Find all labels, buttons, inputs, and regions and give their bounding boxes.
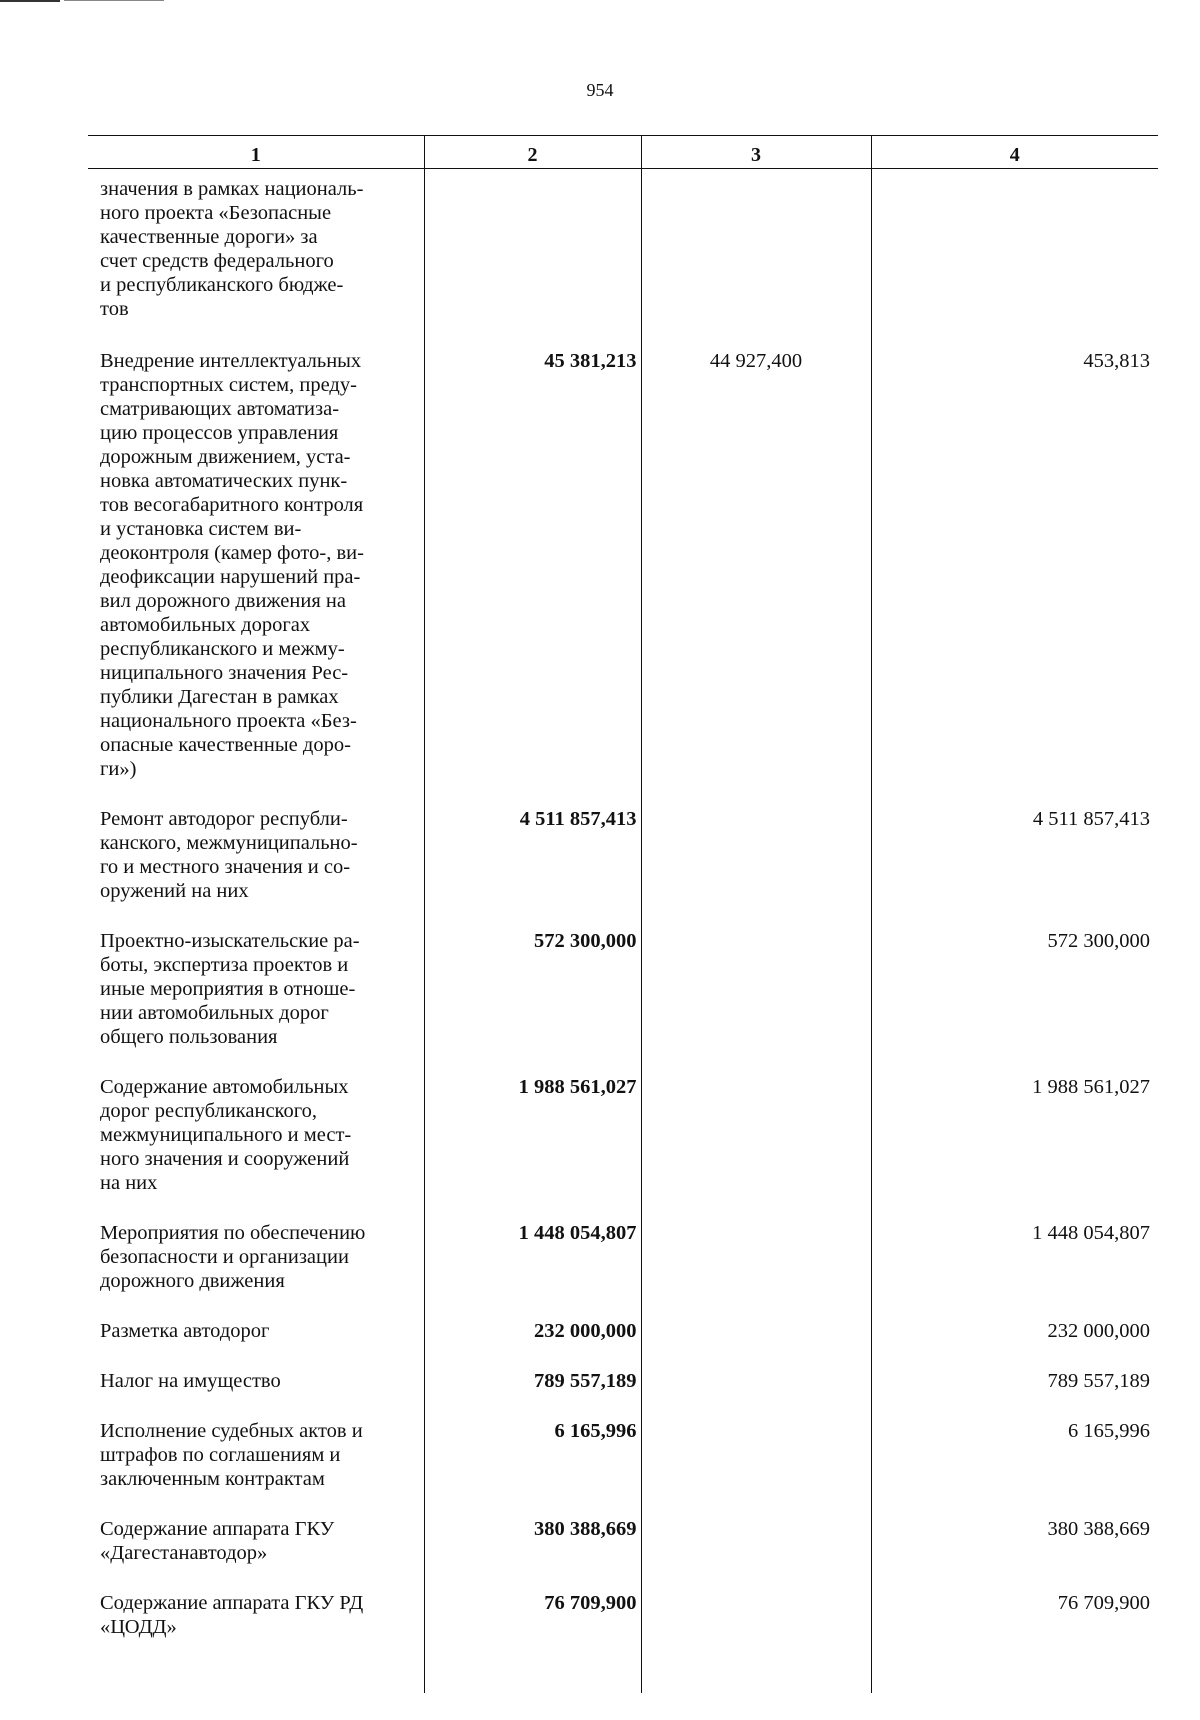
row-federal-cell <box>641 169 871 340</box>
row-total-text: 380 388,669 <box>534 1518 637 1540</box>
row-total-text: 232 000,000 <box>534 1320 637 1342</box>
row-name-cell <box>88 919 424 1065</box>
row-name-cell <box>88 797 424 919</box>
row-republic-text: 4 511 857,413 <box>1032 808 1150 830</box>
row-federal-cell <box>641 1309 871 1359</box>
row-name-text: Мероприятия по обеспечению безопасности и организации дорожного движения <box>100 1222 366 1292</box>
row-republic-cell <box>871 1211 1158 1309</box>
row-republic-text: 232 000,000 <box>1047 1320 1150 1342</box>
row-total-cell <box>424 1359 641 1409</box>
row-federal-cell <box>641 1065 871 1211</box>
row-republic-cell <box>871 1359 1158 1409</box>
row-republic-cell <box>871 1409 1158 1507</box>
row-total-text: 6 165,996 <box>554 1420 637 1442</box>
row-republic-text: 380 388,669 <box>1047 1518 1150 1540</box>
scan-edge-mark <box>0 0 60 2</box>
column-header-3: 3 <box>641 136 871 169</box>
table-row <box>88 339 1158 797</box>
header-row <box>88 136 1158 169</box>
row-name-text: Содержание аппарата ГКУ РД «ЦОДД» <box>100 1592 364 1638</box>
row-total-cell <box>424 1309 641 1359</box>
row-total-text: 789 557,189 <box>534 1370 637 1392</box>
table-row <box>88 797 1158 919</box>
row-federal-cell <box>641 1359 871 1409</box>
row-name-text: Внедрение интеллектуальных транспортных систем, преду- сматривающих автоматиза- цию процессов управления дорожным движением, уста- новка автоматических пунк- тов весогабаритного контроля и установка систем ви- деоконтроля (камер фото-, ви- деофиксации нарушений пра- вил дорожного движения на автомобильных дорогах республиканского и межму- ниципального значения Рес- публики Дагестан в рамках национального проекта «Без- опасные качественные доро- ги») <box>100 350 364 780</box>
table-row <box>88 1581 1158 1693</box>
row-federal-cell <box>641 339 871 797</box>
table-row <box>88 1359 1158 1409</box>
row-federal-text: 44 927,400 <box>709 350 803 372</box>
row-name-cell <box>88 169 424 340</box>
scan-edge-mark <box>64 0 164 1</box>
table-row <box>88 1211 1158 1309</box>
row-republic-text: 1 448 054,807 <box>1032 1222 1150 1244</box>
row-name-text: Содержание аппарата ГКУ «Дагестанавтодор» <box>100 1518 335 1564</box>
row-republic-text: 6 165,996 <box>1068 1420 1150 1442</box>
row-total-text: 76 709,900 <box>544 1592 637 1614</box>
row-name-text: Ремонт автодорог республи- канского, межмуниципально- го и местного значения и со- оружений на них <box>100 808 358 902</box>
table-header <box>88 136 1158 169</box>
page-number: 954 <box>586 80 614 100</box>
row-federal-cell <box>641 1409 871 1507</box>
row-total-cell <box>424 1507 641 1581</box>
row-name-cell <box>88 1581 424 1693</box>
row-total-text: 572 300,000 <box>534 930 637 952</box>
row-republic-cell <box>871 169 1158 340</box>
row-name-cell <box>88 1309 424 1359</box>
row-republic-text: 76 709,900 <box>1057 1592 1150 1614</box>
row-republic-text: 1 988 561,027 <box>1032 1076 1150 1098</box>
column-header-1: 1 <box>88 136 424 169</box>
row-name-text: Проектно-изыскательские ра- боты, экспертиза проектов и иные мероприятия в отноше- нии автомобильных дорог общего пользования <box>100 930 360 1048</box>
row-name-text: Разметка автодорог <box>100 1320 270 1342</box>
row-total-text: 4 511 857,413 <box>519 808 637 830</box>
row-name-cell <box>88 1065 424 1211</box>
row-total-cell <box>424 1409 641 1507</box>
table-row <box>88 1065 1158 1211</box>
row-federal-cell <box>641 797 871 919</box>
row-total-cell <box>424 169 641 340</box>
row-republic-cell <box>871 1581 1158 1693</box>
row-name-cell <box>88 1359 424 1409</box>
table-row <box>88 1309 1158 1359</box>
row-federal-cell <box>641 1581 871 1693</box>
row-republic-cell <box>871 339 1158 797</box>
row-republic-text: 572 300,000 <box>1047 930 1150 952</box>
row-federal-cell <box>641 1211 871 1309</box>
column-header-4: 4 <box>871 136 1158 169</box>
row-republic-cell <box>871 1065 1158 1211</box>
row-total-cell <box>424 339 641 797</box>
budget-table <box>88 135 1158 1693</box>
table-row <box>88 169 1158 340</box>
row-republic-cell <box>871 1507 1158 1581</box>
row-name-cell <box>88 1507 424 1581</box>
row-name-cell <box>88 1409 424 1507</box>
row-republic-cell <box>871 919 1158 1065</box>
column-header-2: 2 <box>424 136 641 169</box>
row-republic-text: 453,813 <box>1083 350 1150 372</box>
row-republic-cell <box>871 797 1158 919</box>
row-total-cell <box>424 1065 641 1211</box>
row-total-cell <box>424 797 641 919</box>
table-row <box>88 919 1158 1065</box>
row-name-text: значения в рамках националь- ного проекта «Безопасные качественные дороги» за счет средств федерального и республиканского бюдже- тов <box>100 178 364 320</box>
row-federal-cell <box>641 1507 871 1581</box>
row-total-text: 45 381,213 <box>544 350 637 372</box>
row-name-text: Исполнение судебных актов и штрафов по соглашениям и заключенным контрактам <box>100 1420 363 1490</box>
row-total-cell <box>424 1211 641 1309</box>
row-name-cell <box>88 339 424 797</box>
row-total-text: 1 448 054,807 <box>518 1222 637 1244</box>
row-republic-text: 789 557,189 <box>1047 1370 1150 1392</box>
table-row <box>88 1507 1158 1581</box>
row-total-cell <box>424 919 641 1065</box>
row-name-text: Содержание автомобильных дорог республиканского, межмуниципального и мест- ного значения и сооружений на них <box>100 1076 352 1194</box>
row-federal-cell <box>641 919 871 1065</box>
row-total-text: 1 988 561,027 <box>518 1076 637 1098</box>
row-total-cell <box>424 1581 641 1693</box>
row-name-cell <box>88 1211 424 1309</box>
table-body <box>88 169 1158 1694</box>
row-name-text: Налог на имущество <box>100 1370 281 1392</box>
row-republic-cell <box>871 1309 1158 1359</box>
table-row <box>88 1409 1158 1507</box>
